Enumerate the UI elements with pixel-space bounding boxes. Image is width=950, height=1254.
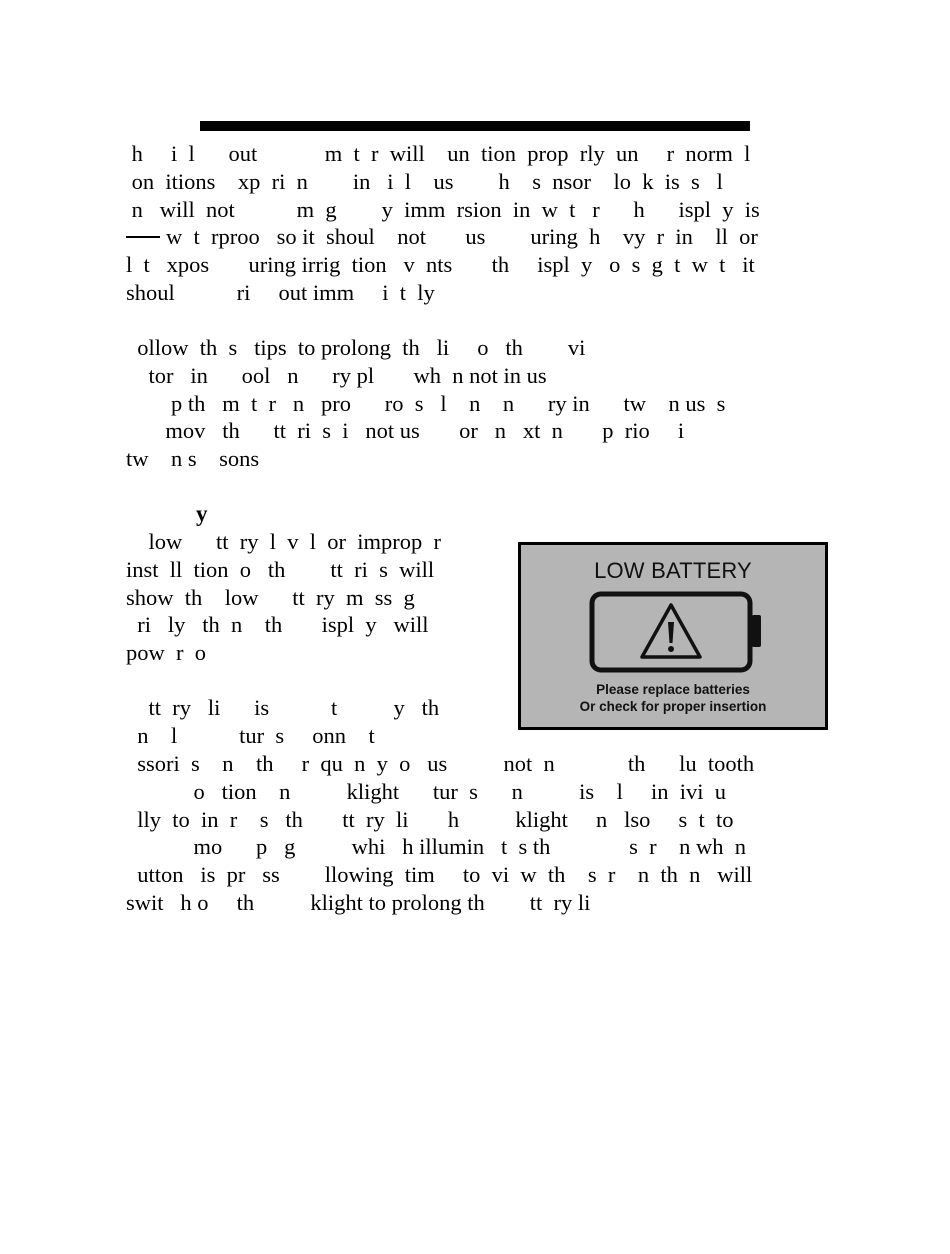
text-line: swit h o th klight to prolong th tt ry li — [126, 889, 591, 915]
text-line: shoul ri out imm i t ly — [126, 279, 435, 305]
text-line: mov th tt ri s i not us or n xt n p rio i — [126, 418, 685, 444]
text-line: utton is pr ss llowing tim to vi w th s r n th n will — [126, 862, 753, 888]
battery-warning-icon — [589, 591, 765, 677]
text-line: tt ry li is t y th — [126, 695, 440, 720]
low-battery-title: LOW BATTERY — [594, 558, 752, 583]
header-rule — [200, 121, 750, 131]
text-line: h i l out m t r will un tion prop rly un r norm l — [126, 141, 751, 166]
paragraph-2 — [126, 334, 826, 473]
low-battery-caption-1: Please replace batteries — [596, 682, 750, 697]
warning-triangle-icon — [642, 605, 700, 657]
low-battery-screen-image — [518, 542, 828, 730]
text-line: lly to in r s th tt ry li h klight n lso s t to — [126, 806, 734, 832]
paragraph-4 — [126, 750, 826, 917]
text-line: l t xpos uring irrig tion v nts th ispl y o s g t w t it — [126, 252, 755, 278]
text-line: inst ll tion o th tt ri s will — [126, 556, 435, 582]
text-line: p th m t r n pro ro s l n n ry in tw n us s — [126, 390, 726, 416]
text-line: low tt ry l v l or improp r — [126, 529, 441, 554]
text-line: ri ly th n th ispl y will — [126, 612, 429, 638]
text-line: pow r o — [126, 640, 206, 666]
text-line: ssori s n th r qu n y o us not n th lu tooth — [126, 751, 755, 776]
text-line: tw n s sons — [126, 446, 260, 472]
line-dash — [126, 236, 160, 238]
text-line: mo p g whi h illumin t s th s r n wh n — [126, 834, 747, 860]
text-line: show th low tt ry m ss g — [126, 584, 415, 610]
text-line: on itions xp ri n in i l us h s nsor lo k is s l — [126, 168, 723, 194]
text-line: ollow th s tips to prolong th li o th vi — [126, 335, 586, 360]
section-heading: y — [196, 501, 208, 526]
paragraph-1 — [126, 140, 826, 307]
text-line: tor in ool n ry pl wh n not in us — [126, 362, 547, 388]
low-battery-caption-2: Or check for proper insertion — [579, 699, 767, 714]
text-line: n will not m g y imm rsion in w t r h ispl y is — [126, 196, 760, 222]
paragraph-4-start — [126, 694, 486, 750]
paragraph-3 — [126, 528, 486, 667]
text-line-hyphenated — [126, 223, 826, 251]
text-line: w t rproo so it shoul not us uring h vy r in ll or — [166, 224, 758, 250]
text-line: o tion n klight tur s n is l in ivi u — [126, 778, 727, 804]
text-line: n l tur s onn t — [126, 722, 375, 748]
